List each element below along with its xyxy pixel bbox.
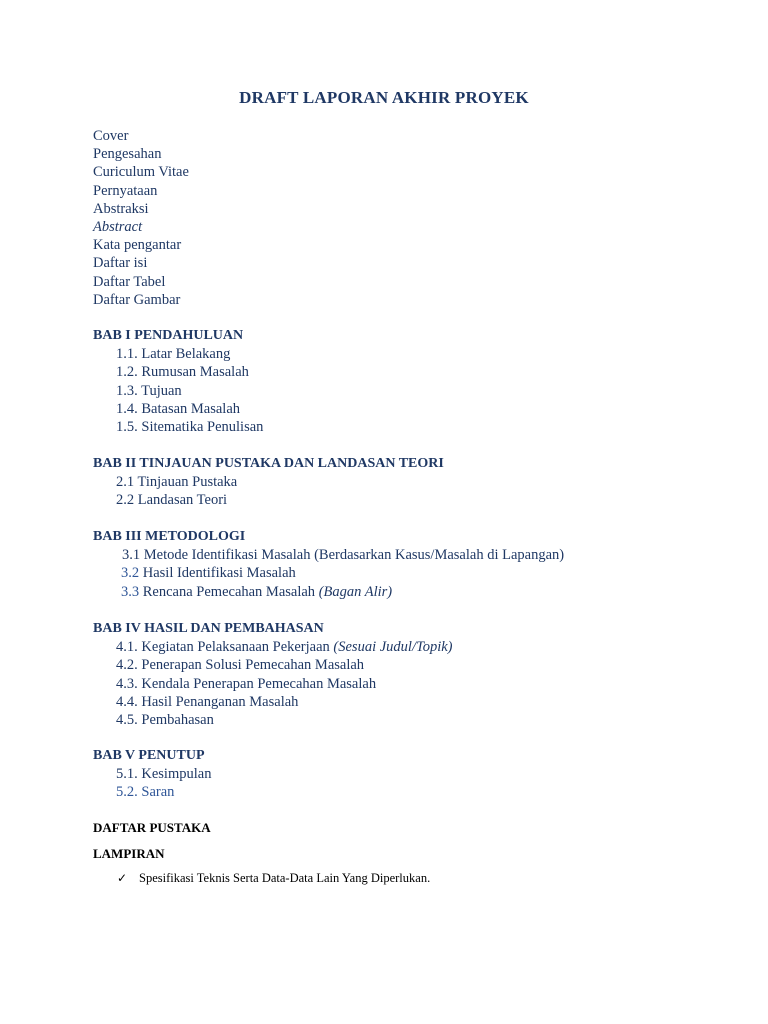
front-matter-item: Pengesahan bbox=[93, 146, 162, 163]
section-item bbox=[93, 638, 453, 656]
section-item: 4.5. Pembahasan bbox=[116, 712, 214, 729]
section-item: 4.3. Kendala Penerapan Pemecahan Masalah bbox=[116, 675, 377, 692]
section-item: 2.2 Landasan Teori bbox=[116, 492, 228, 509]
front-matter-item: Daftar isi bbox=[93, 255, 148, 272]
front-matter-item: Kata pengantar bbox=[93, 237, 182, 254]
section-item: 2.1 Tinjauan Pustaka bbox=[116, 474, 238, 491]
section-item: 4.2. Penerapan Solusi Pemecahan Masalah bbox=[116, 657, 365, 674]
chapter-title: BAB IV HASIL DAN PEMBAHASAN bbox=[93, 621, 324, 636]
chapter-title: BAB I PENDAHULUAN bbox=[93, 328, 244, 343]
lampiran-item-text: Spesifikasi Teknis Serta Data-Data Lain Yang Diperlukan. bbox=[139, 871, 431, 885]
section-item bbox=[93, 583, 564, 601]
section-item: 1.2. Rumusan Masalah bbox=[116, 364, 249, 381]
front-matter-item: Cover bbox=[93, 128, 129, 144]
lampiran-heading: LAMPIRAN bbox=[93, 846, 165, 861]
section-item: 1.3. Tujuan bbox=[116, 382, 182, 399]
lampiran-item bbox=[117, 871, 430, 886]
front-matter-item: Abstraksi bbox=[93, 200, 149, 217]
chapter-bab-4 bbox=[93, 620, 453, 729]
chapter-bab-1 bbox=[93, 327, 263, 436]
chapter-bab-2 bbox=[93, 455, 444, 510]
section-item: 1.4. Batasan Masalah bbox=[116, 400, 241, 417]
chapter-title: BAB V PENUTUP bbox=[93, 748, 205, 763]
section-item: 5.2. Saran bbox=[116, 784, 175, 801]
front-matter-item: Curiculum Vitae bbox=[93, 164, 189, 181]
front-matter-item: Daftar Gambar bbox=[93, 291, 181, 308]
chapter-title: BAB II TINJAUAN PUSTAKA DAN LANDASAN TEORI bbox=[93, 456, 444, 471]
chapter-bab-5 bbox=[93, 747, 211, 802]
section-text: Rencana Pemecahan Masalah bbox=[139, 583, 319, 600]
front-matter-list bbox=[93, 127, 189, 309]
front-matter-item: Daftar Tabel bbox=[93, 273, 166, 290]
daftar-pustaka-heading: DAFTAR PUSTAKA bbox=[93, 820, 211, 835]
chapter-bab-3 bbox=[93, 528, 564, 601]
section-item: 4.4. Hasil Penanganan Masalah bbox=[116, 693, 299, 710]
front-matter-item: Pernyataan bbox=[93, 182, 158, 199]
section-text: Hasil Identifikasi Masalah bbox=[139, 565, 296, 582]
section-item bbox=[93, 564, 564, 582]
document-title: DRAFT LAPORAN AKHIR PROYEK bbox=[239, 88, 529, 107]
section-item: 1.1. Latar Belakang bbox=[116, 346, 231, 363]
section-item: 3.1 Metode Identifikasi Masalah (Berdasarkan Kasus/Masalah di Lapangan) bbox=[122, 547, 565, 564]
section-item: 5.1. Kesimpulan bbox=[116, 766, 212, 783]
chapter-title: BAB III METODOLOGI bbox=[93, 529, 246, 544]
front-matter-item: Abstract bbox=[93, 219, 143, 236]
checkmark-icon: ✓ bbox=[117, 871, 128, 885]
section-note: (Sesuai Judul/Topik) bbox=[333, 639, 453, 656]
section-number: 3.2 bbox=[121, 565, 140, 582]
section-item: 1.5. Sitematika Penulisan bbox=[116, 419, 264, 436]
section-note: (Bagan Alir) bbox=[318, 583, 393, 600]
section-text: 4.1. Kegiatan Pelaksanaan Pekerjaan bbox=[116, 639, 334, 656]
section-number: 3.3 bbox=[121, 583, 140, 600]
